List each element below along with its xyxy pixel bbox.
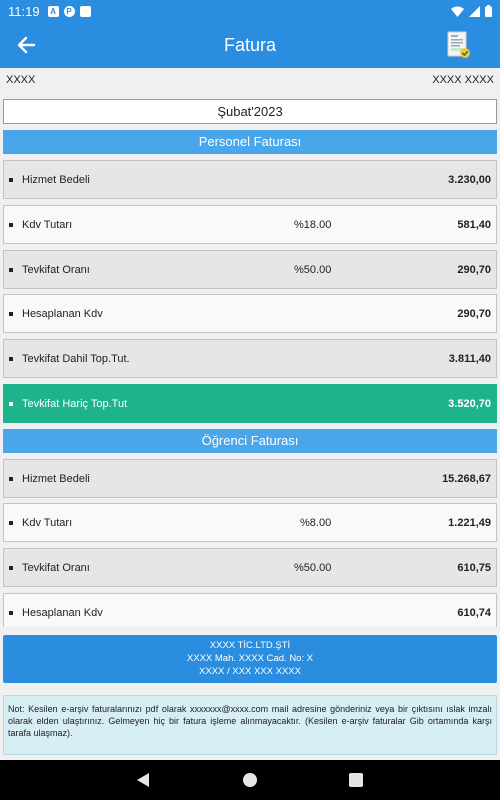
row-label: Tevkifat Dahil Top.Tut. bbox=[22, 352, 130, 365]
company-phone: XXXX / XXX XXX XXXX bbox=[199, 666, 301, 677]
bullet-icon bbox=[9, 402, 13, 406]
row-label: Tevkifat Hariç Top.Tut bbox=[22, 397, 128, 410]
page-title: Fatura bbox=[223, 34, 277, 55]
user-info-row bbox=[0, 74, 500, 92]
ogrenci-row-tevkifat-orani bbox=[3, 548, 497, 587]
info-left: XXXX bbox=[6, 74, 36, 86]
personel-section-header: Personel Faturası bbox=[3, 130, 497, 154]
row-label: Tevkifat Oranı bbox=[22, 561, 90, 574]
ogrenci-row-hesaplanan-kdv bbox=[3, 593, 497, 627]
battery-icon bbox=[485, 5, 492, 17]
row-value: 15.268,67 bbox=[442, 472, 491, 485]
period-selector[interactable]: Şubat'2023 bbox=[3, 99, 497, 124]
back-button[interactable] bbox=[14, 33, 40, 57]
row-value: 290,70 bbox=[457, 263, 491, 276]
status-bar bbox=[0, 0, 500, 22]
row-percent: %50.00 bbox=[294, 561, 332, 574]
row-label: Tevkifat Oranı bbox=[22, 263, 90, 276]
bullet-icon bbox=[9, 357, 13, 361]
status-right-icons bbox=[451, 5, 492, 17]
company-info-button[interactable] bbox=[3, 635, 497, 683]
nav-back-icon[interactable] bbox=[136, 772, 150, 788]
invoice-scroll-area[interactable] bbox=[0, 130, 500, 627]
bullet-icon bbox=[9, 312, 13, 316]
row-value: 610,74 bbox=[457, 606, 491, 619]
nav-home-icon[interactable] bbox=[243, 773, 257, 787]
bullet-icon bbox=[9, 477, 13, 481]
bullet-icon bbox=[9, 223, 13, 227]
a-icon: A bbox=[48, 6, 59, 17]
status-time: 11:19 bbox=[8, 3, 40, 19]
row-label: Hesaplanan Kdv bbox=[22, 307, 103, 320]
row-value: 3.520,70 bbox=[448, 397, 491, 410]
personel-row-kdv-tutari bbox=[3, 205, 497, 244]
company-address: XXXX Mah. XXXX Cad. No: X bbox=[186, 653, 314, 664]
personel-row-tevkifat-dahil bbox=[3, 339, 497, 378]
bullet-icon bbox=[9, 611, 13, 615]
ogrenci-row-hizmet-bedeli bbox=[3, 459, 497, 498]
wifi-icon bbox=[451, 6, 464, 17]
row-percent: %18.00 bbox=[294, 218, 332, 231]
row-label: Hizmet Bedeli bbox=[22, 173, 90, 186]
row-value: 610,75 bbox=[457, 561, 491, 574]
system-nav-bar bbox=[0, 760, 500, 800]
nav-recent-apps-icon[interactable] bbox=[349, 773, 363, 787]
row-label: Kdv Tutarı bbox=[22, 218, 73, 231]
row-label: Kdv Tutarı bbox=[22, 516, 73, 529]
row-value: 290,70 bbox=[457, 307, 491, 320]
row-value: 581,40 bbox=[457, 218, 491, 231]
row-label: Hizmet Bedeli bbox=[22, 472, 90, 485]
ogrenci-section-header: Öğrenci Faturası bbox=[3, 429, 497, 453]
row-percent: %8.00 bbox=[300, 516, 332, 529]
arrow-left-icon bbox=[14, 33, 40, 57]
personel-row-tevkifat-haric-total bbox=[3, 384, 497, 423]
row-value: 1.221,49 bbox=[448, 516, 491, 529]
row-value: 3.230,00 bbox=[448, 173, 491, 186]
company-name: XXXX TİC.LTD.ŞTİ bbox=[209, 640, 291, 651]
signal-icon bbox=[469, 6, 480, 17]
bullet-icon bbox=[9, 268, 13, 272]
personel-row-hizmet-bedeli bbox=[3, 160, 497, 199]
invoice-note: Not: Kesilen e-arşiv faturalarınızı pdf olarak xxxxxxx@xxxx.com mail adresine gönderiniz veya bir çıktısını ıslak imzalı olarak elden ulaştırınız. Gelmeyen hiç bir fatura işleme alınmayacaktır. (Kesilen e-arşiv faturalar Gib ortamında karşı tarafa ulaşmaz). bbox=[3, 695, 497, 755]
row-label: Hesaplanan Kdv bbox=[22, 606, 103, 619]
invoice-document-icon bbox=[446, 31, 472, 59]
row-value: 3.811,40 bbox=[448, 352, 491, 365]
row-percent: %50.00 bbox=[294, 263, 332, 276]
ogrenci-row-kdv-tutari bbox=[3, 503, 497, 542]
app-bar bbox=[0, 22, 500, 68]
bullet-icon bbox=[9, 521, 13, 525]
sim-icon bbox=[80, 6, 91, 17]
bullet-icon bbox=[9, 566, 13, 570]
personel-row-hesaplanan-kdv bbox=[3, 294, 497, 333]
p-icon: P bbox=[64, 6, 75, 17]
bullet-icon bbox=[9, 178, 13, 182]
invoice-document-button[interactable] bbox=[446, 31, 472, 59]
info-right: XXXX XXXX bbox=[432, 74, 494, 86]
personel-row-tevkifat-orani bbox=[3, 250, 497, 289]
